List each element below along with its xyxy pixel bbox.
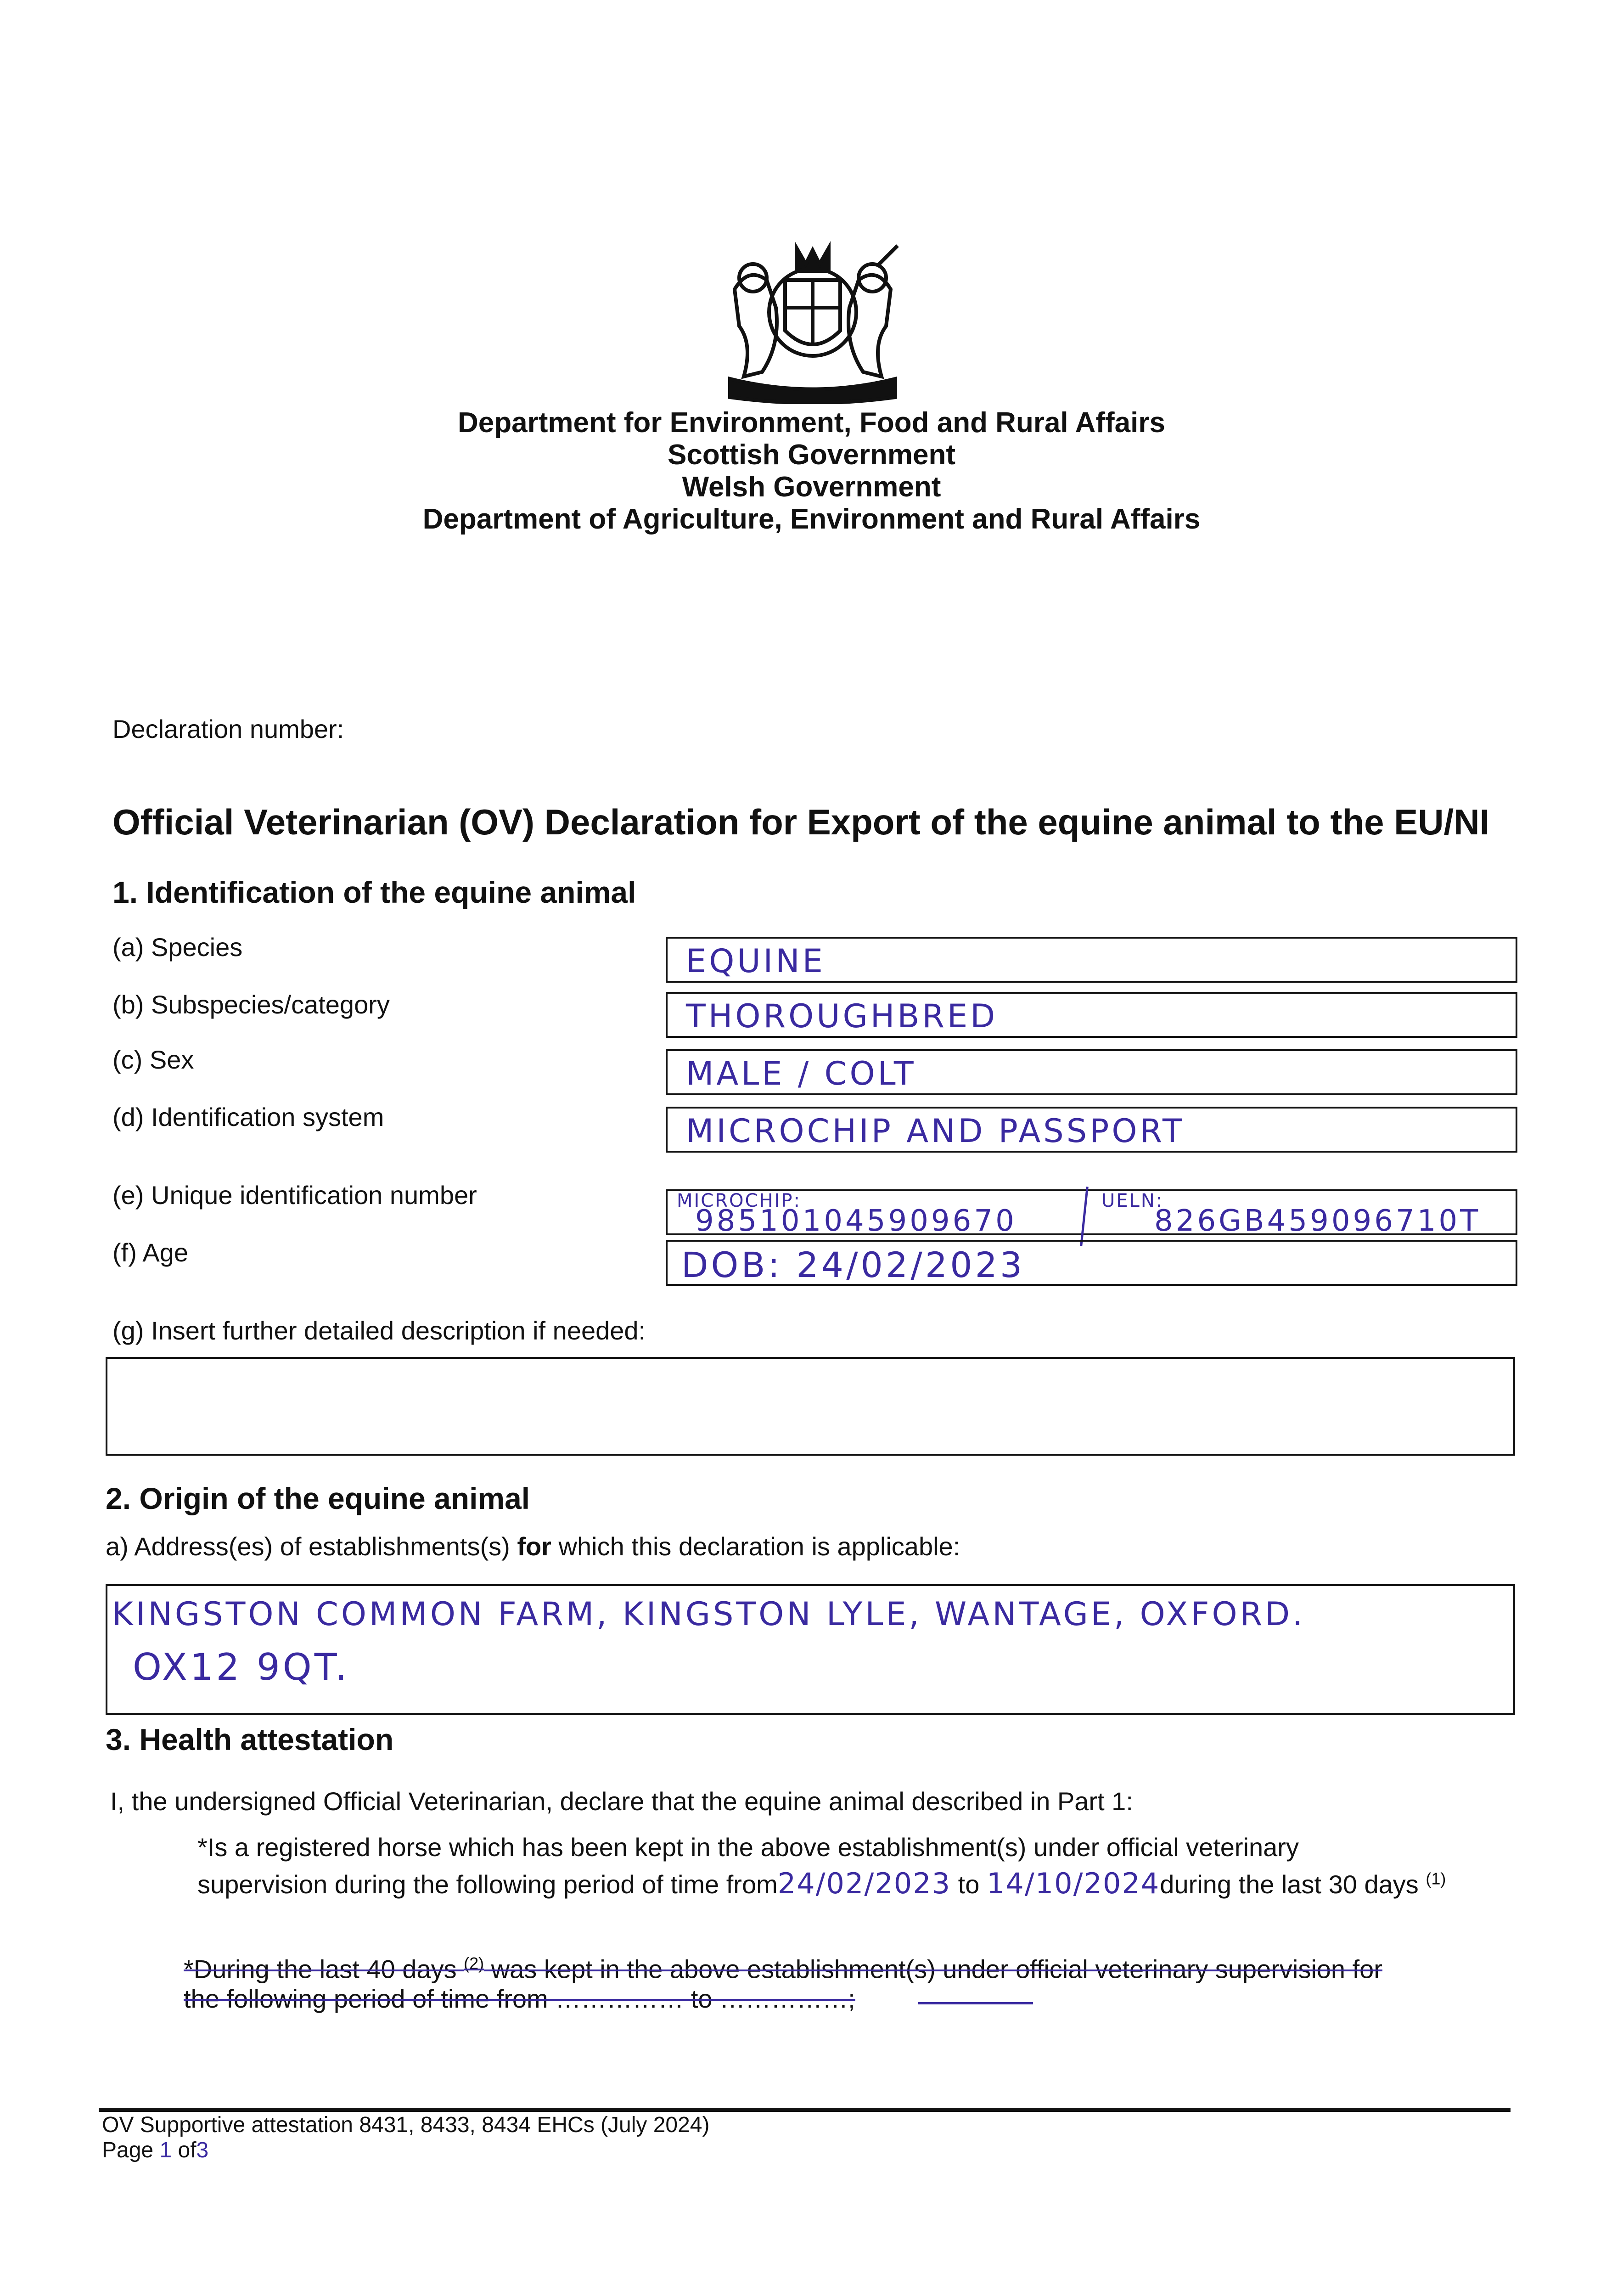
subspecies-field[interactable] — [666, 992, 1517, 1038]
clause1-to: to — [958, 1870, 980, 1899]
royal-coat-of-arms-icon — [716, 239, 909, 404]
clause1-line2 — [197, 1867, 1446, 1900]
department-line-2: Scottish Government — [668, 439, 955, 471]
description-label: (g) Insert further detailed description if needed: — [112, 1316, 646, 1345]
subspecies-value: THOROUGHBRED — [686, 997, 998, 1035]
address-line-2: OX12 9QT. — [133, 1646, 350, 1688]
clause2-line1-a: *During the last 40 days — [184, 1954, 464, 1984]
section2-heading: 2. Origin of the equine animal — [106, 1481, 530, 1515]
subspecies-label: (b) Subspecies/category — [112, 990, 390, 1019]
declaration-number-label: Declaration number: — [112, 715, 344, 743]
footer-page-word: Page — [102, 2138, 154, 2162]
department-line-1: Department for Environment, Food and Rural Affairs — [458, 407, 1165, 439]
uid-ueln-value: 826GB459096710T — [1154, 1204, 1481, 1238]
section2-sublabel-bold: for — [517, 1532, 551, 1561]
identification-system-value: MICROCHIP AND PASSPORT — [686, 1112, 1185, 1150]
section2-sublabel-b: which this declaration is applicable: — [551, 1532, 960, 1561]
address-line-1: KINGSTON COMMON FARM, KINGSTON LYLE, WANTAGE, OXFORD. — [112, 1595, 1306, 1633]
section1-heading: 1. Identification of the equine animal — [112, 875, 636, 909]
section2-sublabel-a: a) Address(es) of establishments(s) — [106, 1532, 517, 1561]
address-field[interactable] — [106, 1584, 1515, 1715]
sex-field[interactable] — [666, 1049, 1517, 1095]
page-title: Official Veterinarian (OV) Declaration for Export of the equine animal to the EU/NI — [112, 802, 1490, 842]
clause2-line1 — [184, 1954, 1382, 1984]
footer-page-total: 3 — [196, 2138, 209, 2162]
clause2-line2: the following period of time from …………… to ……………; — [184, 1984, 855, 2013]
section2-sublabel — [106, 1531, 960, 1561]
age-label: (f) Age — [112, 1238, 188, 1267]
footer-page-number — [102, 2138, 208, 2163]
uid-microchip-tag: MICROCHIP: — [677, 1190, 801, 1211]
uid-label: (e) Unique identification number — [112, 1181, 477, 1210]
sex-value: MALE / COLT — [686, 1055, 916, 1092]
species-field[interactable] — [666, 937, 1517, 983]
clause2-line1-b: was kept in the above establishment(s) under official veterinary supervision for — [484, 1954, 1382, 1984]
section3-heading: 3. Health attestation — [106, 1722, 394, 1756]
description-field[interactable] — [106, 1357, 1515, 1456]
uid-microchip-value: 985101045909670 — [695, 1204, 1017, 1238]
clause1-date-from: 24/02/2023 — [777, 1867, 951, 1900]
uid-field[interactable] — [666, 1189, 1517, 1238]
clause1-line1: *Is a registered horse which has been kept in the above establishment(s) under official veterinary — [197, 1833, 1299, 1862]
department-line-3: Welsh Government — [682, 471, 941, 503]
identification-system-field[interactable] — [666, 1107, 1517, 1153]
sex-label: (c) Sex — [112, 1045, 194, 1074]
species-label: (a) Species — [112, 933, 243, 962]
clause1-date-to: 14/10/2024 — [986, 1867, 1160, 1900]
clause1-line2-a: supervision during the following period of time from — [197, 1870, 778, 1899]
clause1-note: (1) — [1426, 1869, 1446, 1888]
department-line-4: Department of Agriculture, Environment and Rural Affairs — [422, 503, 1201, 535]
species-value: EQUINE — [686, 942, 826, 980]
clause2-note: (2) — [464, 1954, 484, 1973]
identification-system-label: (d) Identification system — [112, 1103, 384, 1131]
age-field[interactable] — [666, 1240, 1517, 1286]
footer-rule — [99, 2108, 1511, 2112]
footer-page-current: 1 — [159, 2138, 172, 2162]
age-value: DOB: 24/02/2023 — [681, 1244, 1025, 1285]
footer-page-of: of — [178, 2138, 197, 2162]
clause1-line2-b: during the last 30 days — [1160, 1870, 1419, 1899]
section3-intro: I, the undersigned Official Veterinarian, declare that the equine animal described in Part 1: — [110, 1787, 1133, 1816]
footer-reference: OV Supportive attestation 8431, 8433, 8434 EHCs (July 2024) — [102, 2113, 710, 2137]
uid-separator — [1080, 1187, 1089, 1246]
uid-ueln-tag: UELN: — [1101, 1190, 1164, 1211]
clause2-strike-extension — [918, 2002, 1033, 2004]
